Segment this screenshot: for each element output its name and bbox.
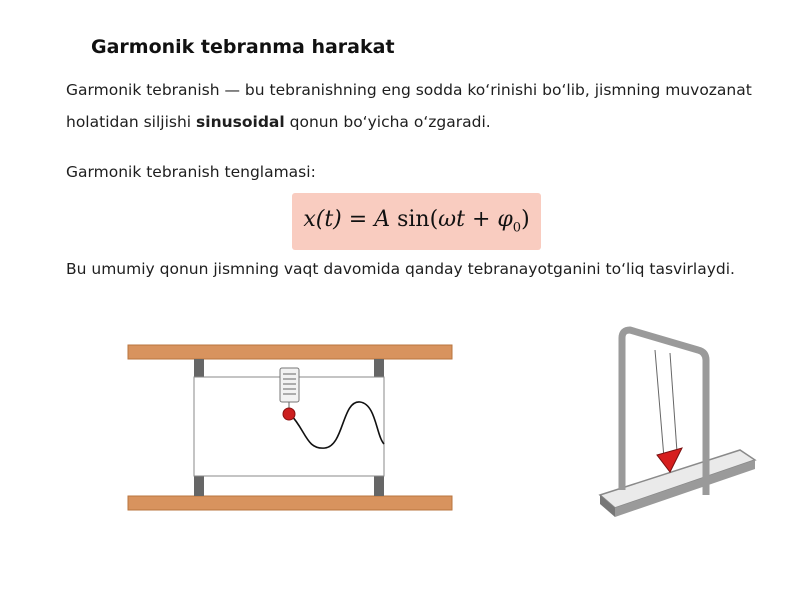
conclusion-paragraph: Bu umumiy qonun jismning vaqt davomida qanday tebranayotganini to‘liq tasvirlaydi. <box>66 260 735 278</box>
right-post <box>374 359 384 379</box>
spring-housing <box>280 368 299 402</box>
intro-bold-term: sinusoidal <box>196 113 285 131</box>
equation-box <box>292 193 541 250</box>
equation-equals: = <box>348 207 368 233</box>
pendulum-bob <box>657 448 682 472</box>
intro-text-end: qonun bo‘yicha o‘zgaradi. <box>284 113 491 131</box>
top-wood-board <box>128 345 452 359</box>
equation-lhs: x(t) <box>303 207 342 233</box>
intro-paragraph <box>66 74 766 138</box>
equation-label: Garmonik tebranish tenglamasi: <box>66 163 316 181</box>
equation-func: sin <box>397 207 430 233</box>
intro-text-start: Garmonik tebranish — bu tebranishning eng sodda ko‘rinishi bo‘lib, jismning muvozanat holatidan siljishi <box>66 81 752 131</box>
left-post <box>194 359 204 379</box>
left-post-bottom <box>194 476 204 496</box>
equation-sub: 0 <box>512 220 522 236</box>
pendulum-string-left <box>655 350 664 458</box>
page-title: Garmonik tebranma harakat <box>91 36 395 58</box>
equation: x(t) = A $\sin(\omega t + \varphi_0)$ <box>303 207 530 236</box>
equation-amplitude: A <box>374 207 391 233</box>
oscillation-recorder-figure <box>120 330 460 520</box>
right-post-bottom <box>374 476 384 496</box>
bottom-wood-board <box>128 496 452 510</box>
pendulum-string-right <box>670 353 677 452</box>
equation-arg: ωt + φ <box>438 207 513 233</box>
pendulum-figure <box>590 320 765 535</box>
red-bob <box>283 408 295 420</box>
